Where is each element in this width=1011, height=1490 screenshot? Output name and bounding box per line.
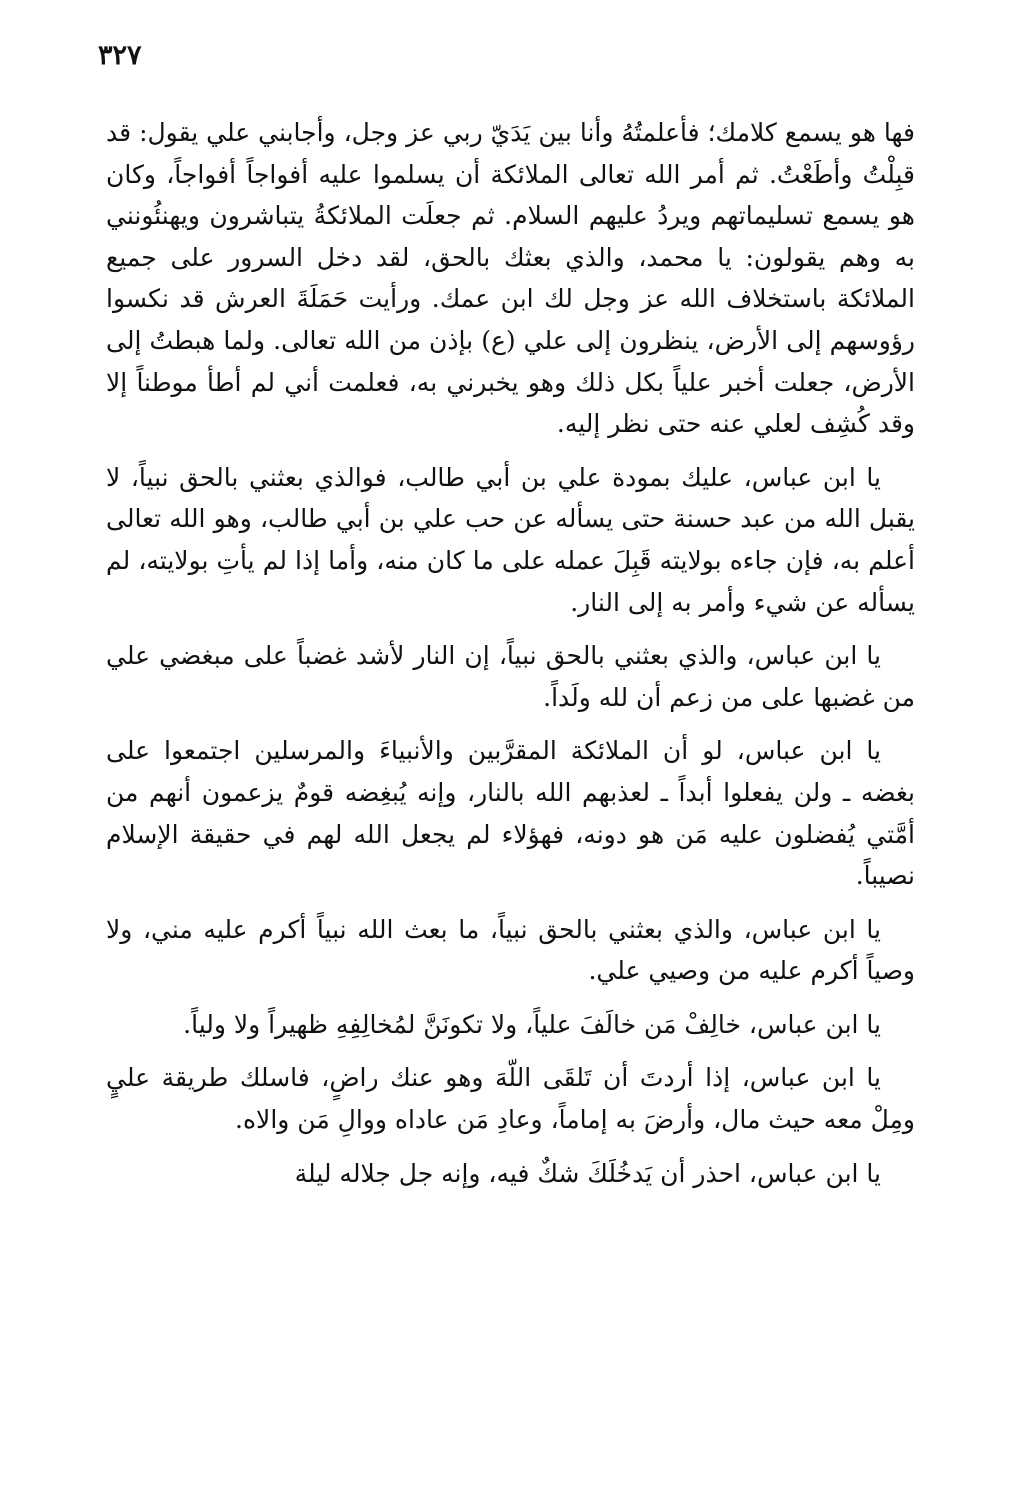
paragraph-5: يا ابن عباس، والذي بعثني بالحق نبياً، ما بعث الله نبياً أكرم عليه مني، ولا وصياً أكرم عليه من وصيي علي. xyxy=(106,914,915,986)
page-number: ٣٢٧ xyxy=(98,40,142,71)
paragraph-6: يا ابن عباس، خالِفْ مَن خالَفَ علياً، ولا تكونَنَّ لمُخالِفِهِ ظهيراً ولا ولياً. xyxy=(183,1009,881,1039)
paragraph-1: فها هو يسمع كلامك؛ فأعلمتُهُ وأنا بين يَدَيّ ربي عز وجل، وأجابني علي يقول: قد قبِلْتُ وأطَعْتُ. ثم أمر الله تعالى الملائكة أن يسلموا عليه أفواجاً أفواجاً، وكان هو يسمع تسليماتهم ويردُ عليهم السلام. ثم جعلَت الملائكةُ يتباشرون ويهنئُونني به وهم يقولون: يا محمد، والذي بعثك بالحق، لقد دخل السرور على جميع الملائكة باستخلاف الله عز وجل لك ابن عمك. ورأيت حَمَلَةَ العرش قد نكسوا رؤوسهم إلى الأرض، ينظرون إلى علي (ع) بإذن من الله تعالى. ولما هبطتُ إلى الأرض، جعلت أخبر علياً بكل ذلك وهو يخبرني به، فعلمت أني لم أطأ موطناً إلا وقد كُشِف لعلي عنه حتى نظر إليه. xyxy=(106,118,915,439)
paragraph-2: يا ابن عباس، عليك بمودة علي بن أبي طالب، فوالذي بعثني بالحق نبياً، لا يقبل الله من عبد حسنة حتى يسأله عن حب علي بن أبي طالب، وهو الله تعالى أعلم به، فإن جاءه بولايته قَبِلَ عمله على ما كان منه، وأما إذا لم يأتِ بولايته، لم يسأله عن شيء وأمر به إلى النار. xyxy=(106,462,915,617)
paragraph-3: يا ابن عباس، والذي بعثني بالحق نبياً، إن النار لأشد غضباً على مبغضي علي من غضبها على من زعم أن لله ولَداً. xyxy=(106,641,915,712)
paragraph-4: يا ابن عباس، لو أن الملائكة المقرَّبين والأنبياءَ والمرسلين اجتمعوا على بغضه ـ ولن يفعلوا أبداً ـ لعذبهم الله بالنار، وإنه يُبغِضه قومٌ يزعمون أنهم من أمَّتي يُفضلون عليه مَن هو دونه، فهؤلاء لم يجعل الله لهم في حقيقة الإسلام نصيباً. xyxy=(106,736,915,891)
paragraph-7: يا ابن عباس، إذا أردتَ أن تَلقَى اللّهَ وهو عنك راضٍ، فاسلك طريقة عليٍ ومِلْ معه حيث مال، وأرضَ به إماماً، وعادِ مَن عاداه ووالِ مَن والاه. xyxy=(106,1063,915,1135)
page-text-body xyxy=(106,112,915,1206)
paragraph-8: يا ابن عباس، احذر أن يَدخُلَكَ شكٌ فيه، وإنه جل جلاله ليلة xyxy=(294,1158,881,1188)
